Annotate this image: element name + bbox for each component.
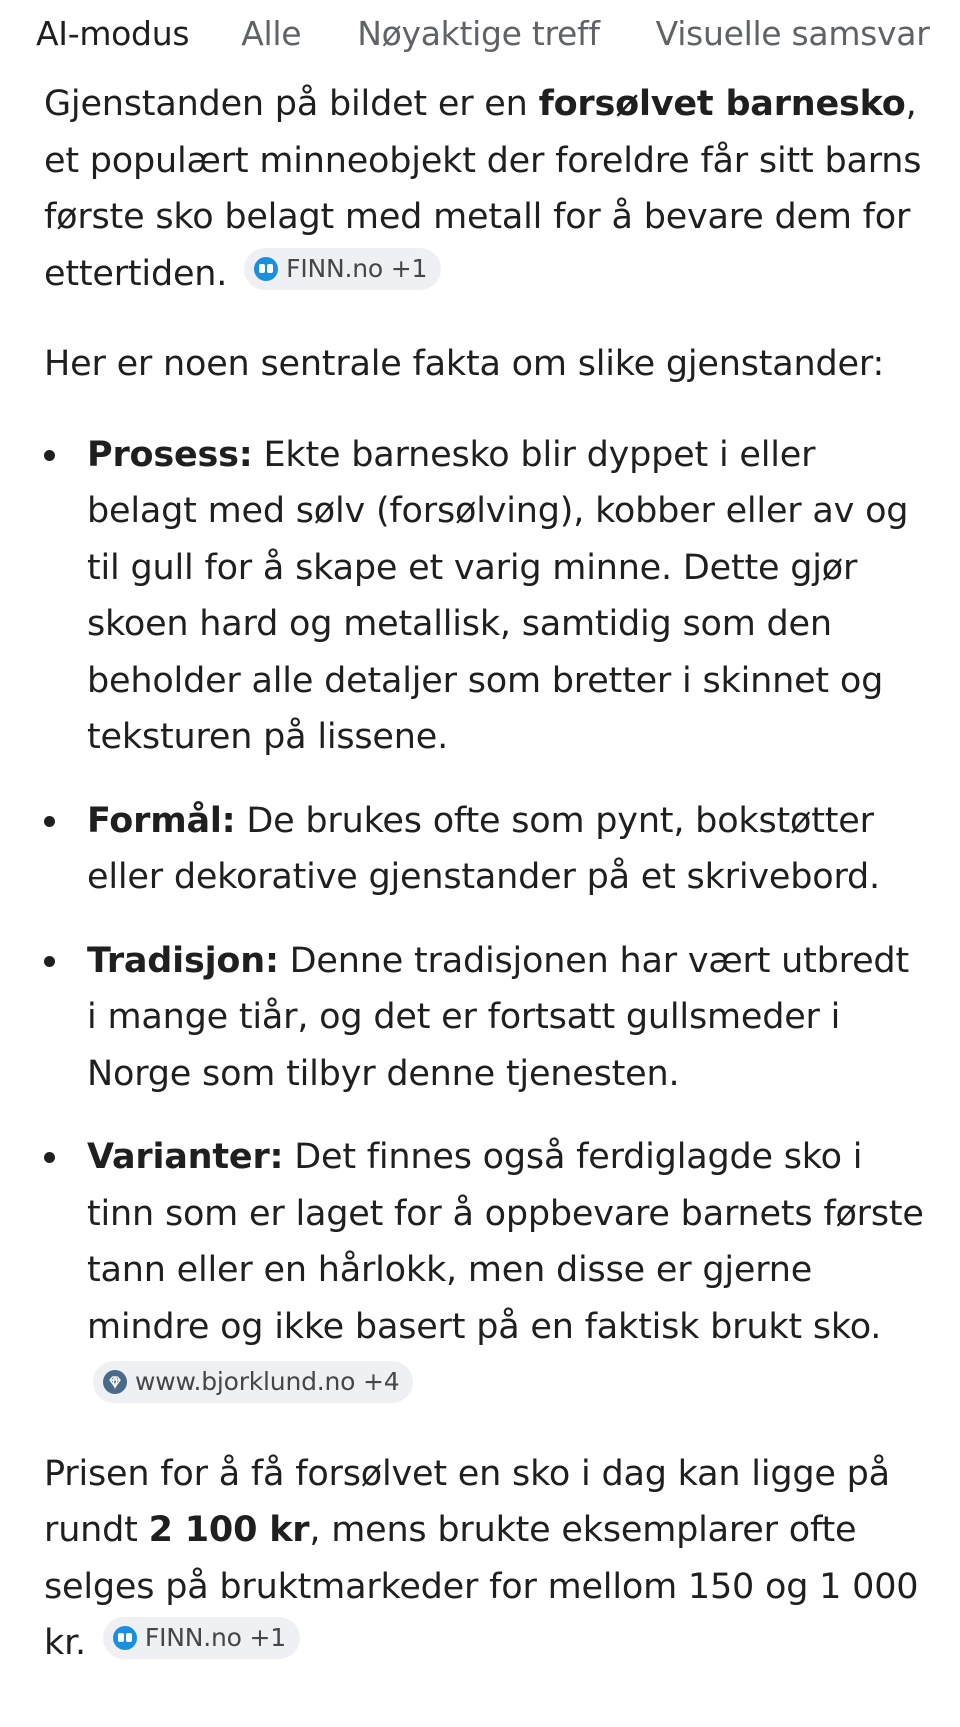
source-chip-label: FINN.no +1 bbox=[144, 1623, 286, 1652]
intro-paragraph: Gjenstanden på bildet er en forsølvet barnesko, et populært minneobjekt der foreldre får sitt barns første sko belagt med metall for å bevare dem for ettertiden. FINN.no +1 bbox=[44, 84, 922, 294]
list-item: Varianter: Det finnes også ferdiglagde sko i tinn som er laget for å oppbevare barnets første tann eller en hårlokk, men disse er gjerne mindre og ikke basert på en faktisk brukt sko. www.bjorklund.no +4 bbox=[44, 1129, 924, 1412]
list-item: Prosess: Ekte barnesko blir dyppet i eller belagt med sølv (forsølving), kobber eller av og til gull for å skape et varig minne. Dette gjør skoen hard og metallisk, samtidig som den beholder alle detaljer som bretter i skinnet og teksturen på lissene. bbox=[44, 427, 924, 766]
tab-visual-matches[interactable]: Visuelle samsvar bbox=[655, 13, 930, 53]
list-item: Formål: De brukes ofte som pynt, bokstøtter eller dekorative gjenstander på et skrivebord. bbox=[44, 793, 924, 906]
tab-exact-matches[interactable]: Nøyaktige treff bbox=[357, 13, 600, 53]
source-chip-finn-2[interactable] bbox=[103, 1617, 300, 1659]
tab-ai-mode[interactable]: AI-modus bbox=[36, 13, 190, 53]
search-mode-tabs bbox=[0, 0, 960, 66]
source-chip-label: www.bjorklund.no +4 bbox=[135, 1367, 400, 1396]
facts-intro: Her er noen sentrale fakta om slike gjenstander: bbox=[44, 344, 885, 384]
intro-bold: forsølvet barnesko bbox=[538, 84, 906, 124]
diamond-icon bbox=[103, 1370, 127, 1394]
source-chip-label: FINN.no +1 bbox=[286, 253, 428, 283]
facts-list bbox=[44, 427, 924, 1412]
source-chip-finn[interactable] bbox=[244, 248, 441, 290]
source-chip-bjorklund[interactable] bbox=[93, 1361, 413, 1403]
finn-icon bbox=[113, 1626, 137, 1650]
price-paragraph: Prisen for å få forsølvet en sko i dag kan ligge på rundt 2 100 kr, mens brukte eksemplarer ofte selges på bruktmarkeder for mellom 150 og 1 000 kr. FINN.no +1 bbox=[44, 1453, 919, 1663]
ai-answer bbox=[44, 76, 924, 1710]
finn-icon bbox=[254, 257, 278, 281]
list-item: Tradisjon: Denne tradisjonen har vært utbredt i mange tiår, og det er fortsatt gullsmeder i Norge som tilbyr denne tjenesten. bbox=[44, 933, 924, 1103]
price-bold: 2 100 kr bbox=[148, 1510, 310, 1550]
tab-all[interactable]: Alle bbox=[241, 13, 302, 53]
